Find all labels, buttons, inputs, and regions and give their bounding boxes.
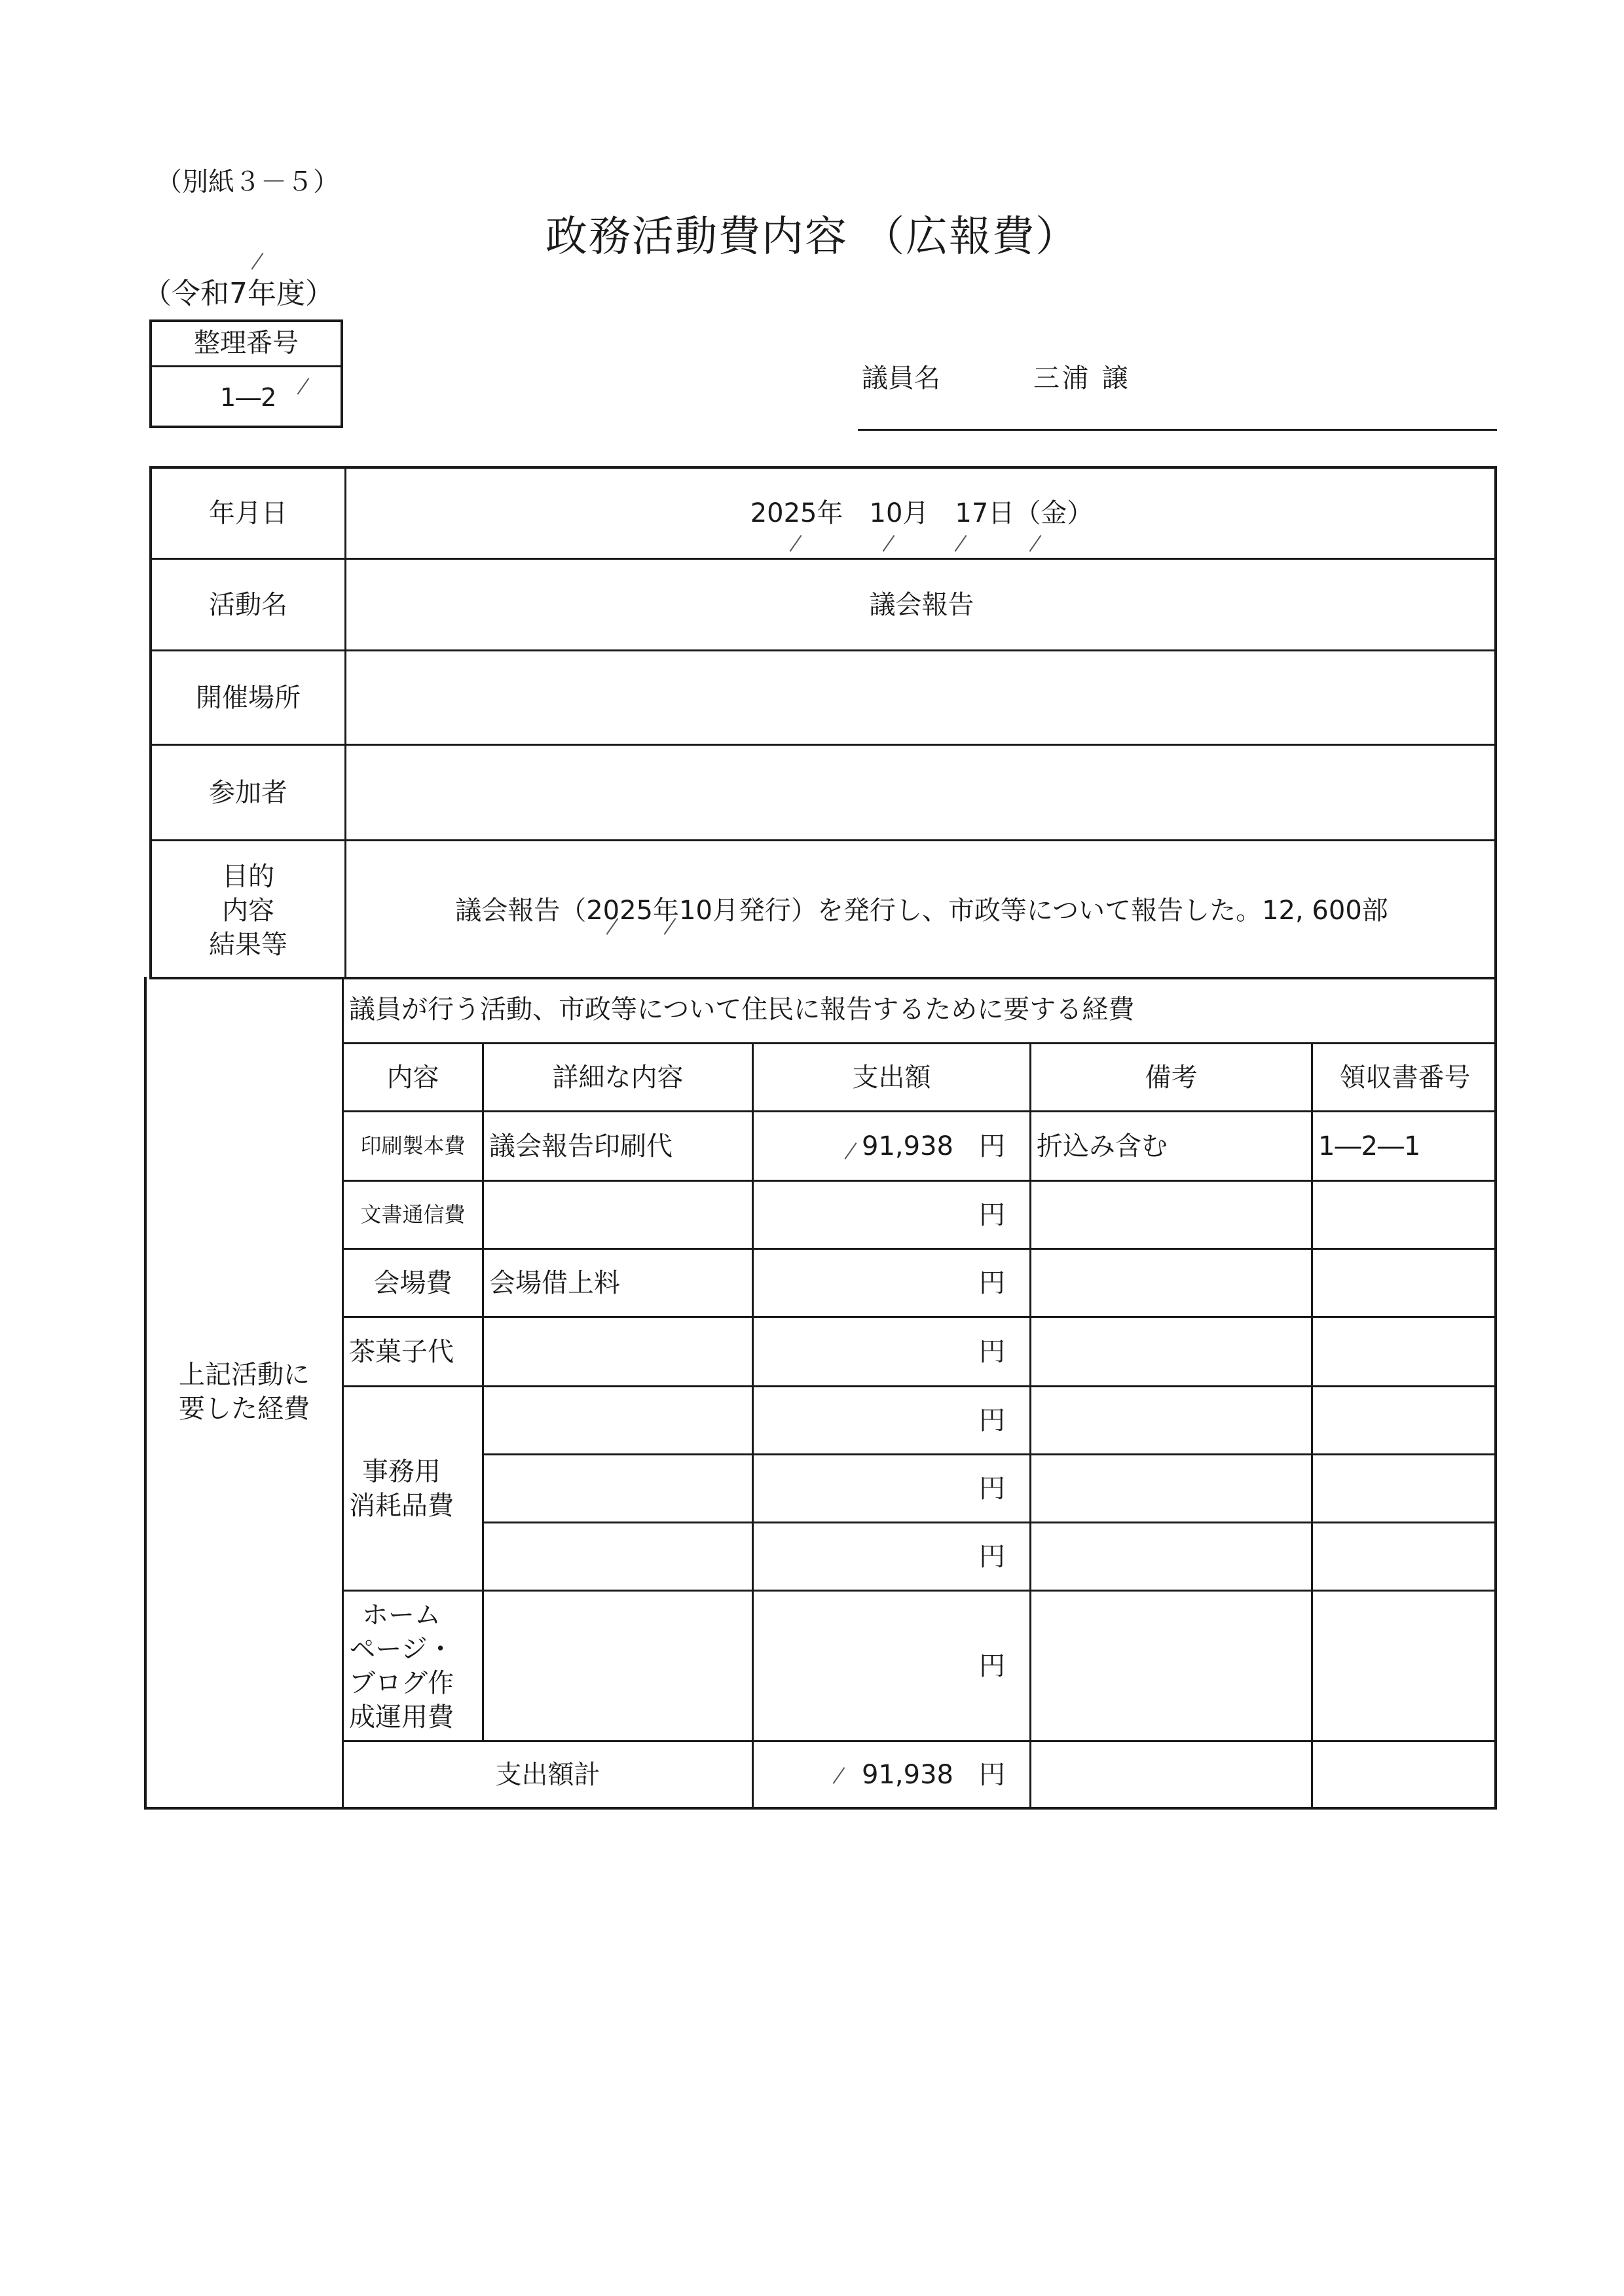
row-category: 文書通信費 (360, 1201, 466, 1227)
total-amount: 91,938 (862, 1759, 953, 1790)
row-category: 印刷製本費 (360, 1133, 466, 1158)
seiri-number-value: 1―2 (220, 383, 277, 412)
page-title: 政務活動費内容 （広報費） (545, 213, 1079, 261)
participants-value (346, 746, 1497, 839)
row-note: 折込み含む (1037, 1131, 1168, 1161)
row-detail: 会場借上料 (489, 1267, 620, 1298)
member-label: 議員名 (862, 363, 940, 393)
member-underline (858, 429, 1497, 431)
yen-unit: 円 (979, 1267, 1005, 1298)
seiri-number-label: 整理番号 (152, 322, 341, 367)
yen-unit: 円 (979, 1650, 1005, 1681)
expense-description: 議員が行う活動、市政等について住民に報告するために要する経費 (349, 994, 1135, 1025)
header-note: 備考 (1145, 1062, 1198, 1093)
row-amount: 91,938 (862, 1131, 953, 1161)
expense-section-label: 上記活動に 要した経費 (179, 1360, 310, 1424)
total-label: 支出額計 (495, 1759, 600, 1790)
venue-value (346, 651, 1497, 744)
yen-unit: 円 (979, 1336, 1005, 1367)
row-category: 茶菓子代 (349, 1336, 454, 1367)
row-category: 事務用 消耗品費 (349, 1456, 454, 1521)
header-detail: 詳細な内容 (552, 1062, 684, 1093)
divider (342, 1385, 1497, 1387)
header-category: 内容 (386, 1062, 439, 1093)
row-category: ホーム ページ・ ブログ作 成運用費 (349, 1599, 454, 1732)
yen-unit: 円 (979, 1541, 1005, 1572)
info-table (149, 466, 1497, 979)
divider (342, 1180, 1497, 1182)
participants-label: 参加者 (209, 777, 287, 808)
yen-unit: 円 (979, 1131, 1005, 1161)
activity-label: 活動名 (209, 589, 287, 620)
activity-value: 議会報告 (869, 589, 974, 620)
yen-unit: 円 (979, 1405, 1005, 1436)
expense-table (144, 977, 1497, 1810)
member-name: 三浦 譲 (1033, 363, 1131, 393)
header-amount: 支出額 (852, 1062, 931, 1093)
date-value: 2025年 10月 17日（金） (750, 498, 1094, 528)
divider (342, 1590, 1497, 1592)
venue-label: 開催場所 (196, 682, 301, 713)
divider (342, 1316, 1497, 1318)
fiscal-year: （令和7年度） (143, 277, 334, 310)
yen-unit: 円 (979, 1473, 1005, 1504)
header-receipt: 領収書番号 (1339, 1062, 1471, 1093)
purpose-value: 議会報告（2025年10月発行）を発行し、市政等について報告した。12, 600部 (455, 895, 1388, 926)
attachment-label: （別紙３－５） (156, 167, 339, 197)
row-category: 会場費 (373, 1267, 452, 1298)
yen-unit: 円 (979, 1759, 1005, 1790)
purpose-label: 目的 内容 結果等 (209, 861, 287, 960)
seiri-number-box (149, 319, 343, 428)
date-label: 年月日 (209, 498, 287, 528)
yen-unit: 円 (979, 1199, 1005, 1230)
row-receipt: 1―2―1 (1318, 1131, 1421, 1161)
row-detail: 議会報告印刷代 (489, 1131, 673, 1161)
